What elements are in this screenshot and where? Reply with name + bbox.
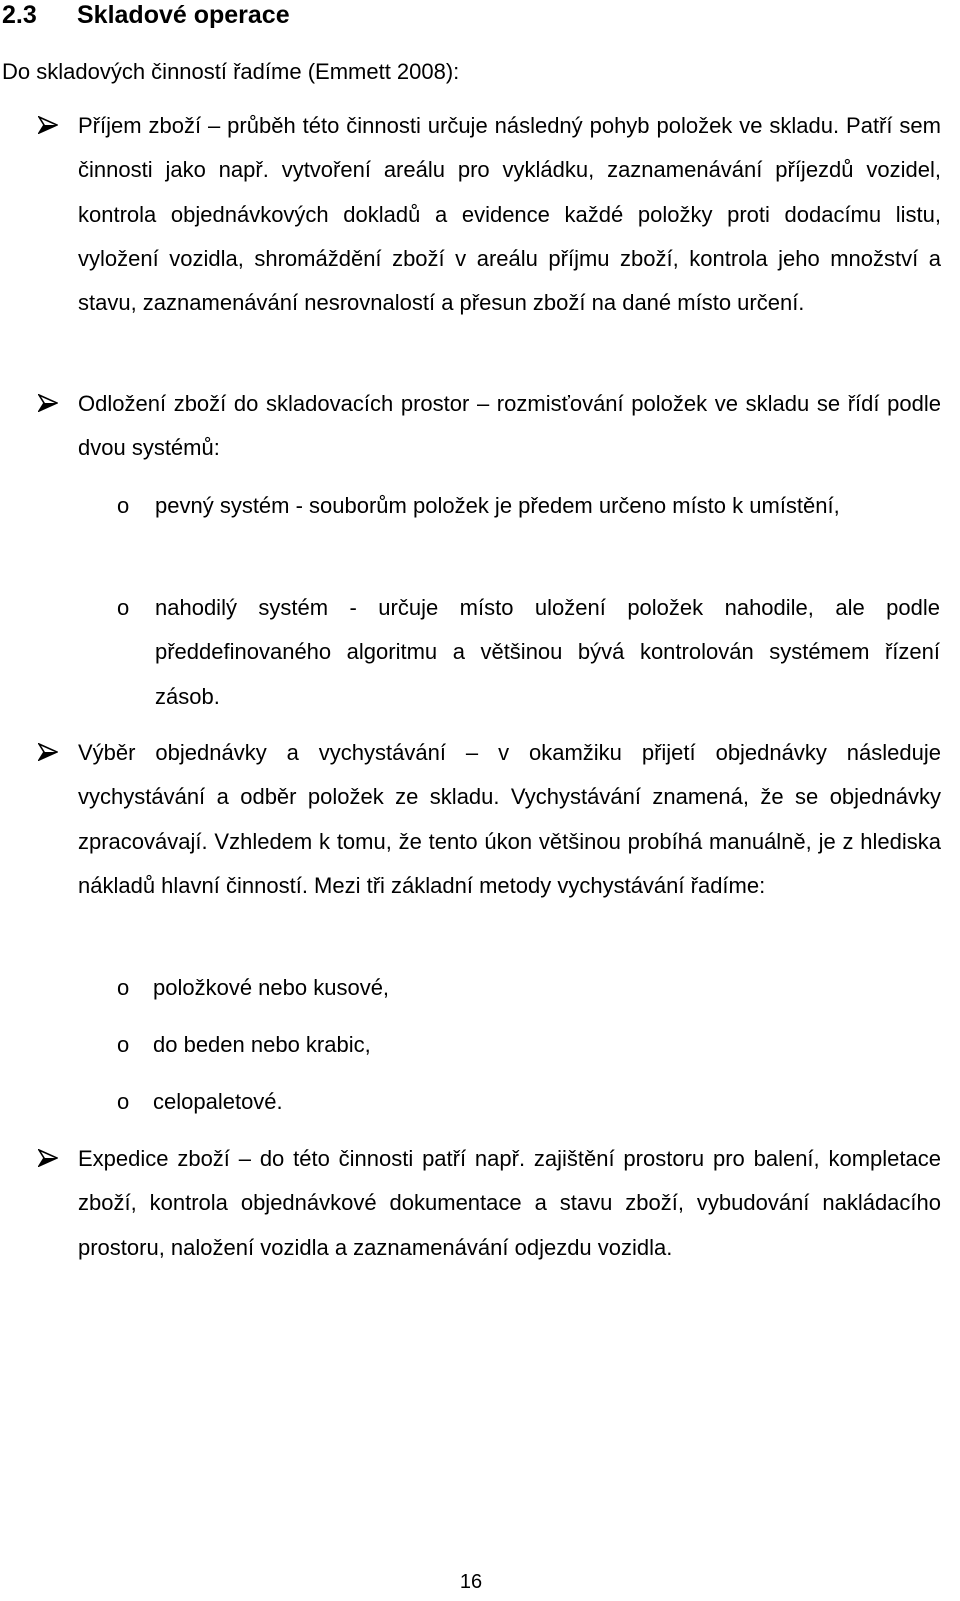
section-number: 2.3 bbox=[2, 1, 37, 29]
intro-paragraph: Do skladových činností řadíme (Emmett 2008): bbox=[2, 59, 460, 84]
page-number: 16 bbox=[459, 1571, 483, 1593]
arrowhead-bullet-icon bbox=[38, 394, 58, 412]
sub-item-fixed-system bbox=[117, 484, 940, 528]
arrowhead-bullet-icon bbox=[38, 1149, 58, 1167]
section-heading bbox=[2, 0, 290, 30]
sub-item-marker: o bbox=[117, 493, 130, 518]
sub-item-marker: o bbox=[117, 975, 130, 1000]
sub-item-text: položkové nebo kusové, bbox=[153, 975, 390, 1000]
sub-item-text: do beden nebo krabic, bbox=[153, 1032, 371, 1057]
sub-item-marker: o bbox=[117, 1032, 130, 1057]
sub-item-text: celopaletové. bbox=[153, 1089, 283, 1114]
sub-item-text: nahodilý systém - určuje místo uložení položek nahodile, ale podle předdefinovaného algoritmu a většinou bývá kontrolován systémem řízení zásob. bbox=[155, 595, 940, 709]
sub-item-pallet-picking bbox=[117, 1080, 940, 1124]
bullet-item-receiving bbox=[78, 104, 941, 325]
bullet-item-picking bbox=[78, 731, 941, 908]
sub-item-random-system bbox=[117, 586, 940, 719]
sub-item-piece-picking bbox=[117, 966, 940, 1010]
bullet-item-putaway bbox=[78, 382, 941, 471]
bullet-text: Expedice zboží – do této činnosti patří např. zajištění prostoru pro balení, kompletace zboží, kontrola objednávkové dokumentace a stavu zboží, vybudování nakládacího prostoru, naložení vozidla a zaznamenávání odjezdu vozidla. bbox=[78, 1146, 941, 1260]
sub-item-case-picking bbox=[117, 1023, 940, 1067]
arrowhead-bullet-icon bbox=[38, 116, 58, 134]
bullet-text: Příjem zboží – průběh této činnosti určuje následný pohyb položek ve skladu. Patří sem činnosti jako např. vytvoření areálu pro vykládku, zaznamenávání příjezdů vozidel, kontrola objednávkových dokladů a evidence každé položky proti dodacímu listu, vyložení vozidla, shromáždění zboží v areálu příjmu zboží, kontrola jeho množství a stavu, zaznamenávání nesrovnalostí a přesun zboží na dané místo určení. bbox=[78, 113, 941, 316]
arrowhead-bullet-icon bbox=[38, 743, 58, 761]
bullet-item-dispatch bbox=[78, 1137, 941, 1270]
sub-item-text: pevný systém - souborům položek je předem určeno místo k umístění, bbox=[155, 493, 840, 518]
sub-item-marker: o bbox=[117, 1089, 130, 1114]
sub-item-marker: o bbox=[117, 595, 130, 620]
bullet-text: Výběr objednávky a vychystávání – v okamžiku přijetí objednávky následuje vychystávání a odběr položek ze skladu. Vychystávání znamená, že se objednávky zpracovávají. Vzhledem k tomu, že tento úkon většinou probíhá manuálně, je z hlediska nákladů hlavní činností. Mezi tři základní metody vychystávání řadíme: bbox=[78, 740, 941, 898]
bullet-text: Odložení zboží do skladovacích prostor – rozmisťování položek ve skladu se řídí podle dvou systémů: bbox=[78, 391, 941, 461]
section-title: Skladové operace bbox=[77, 1, 290, 29]
